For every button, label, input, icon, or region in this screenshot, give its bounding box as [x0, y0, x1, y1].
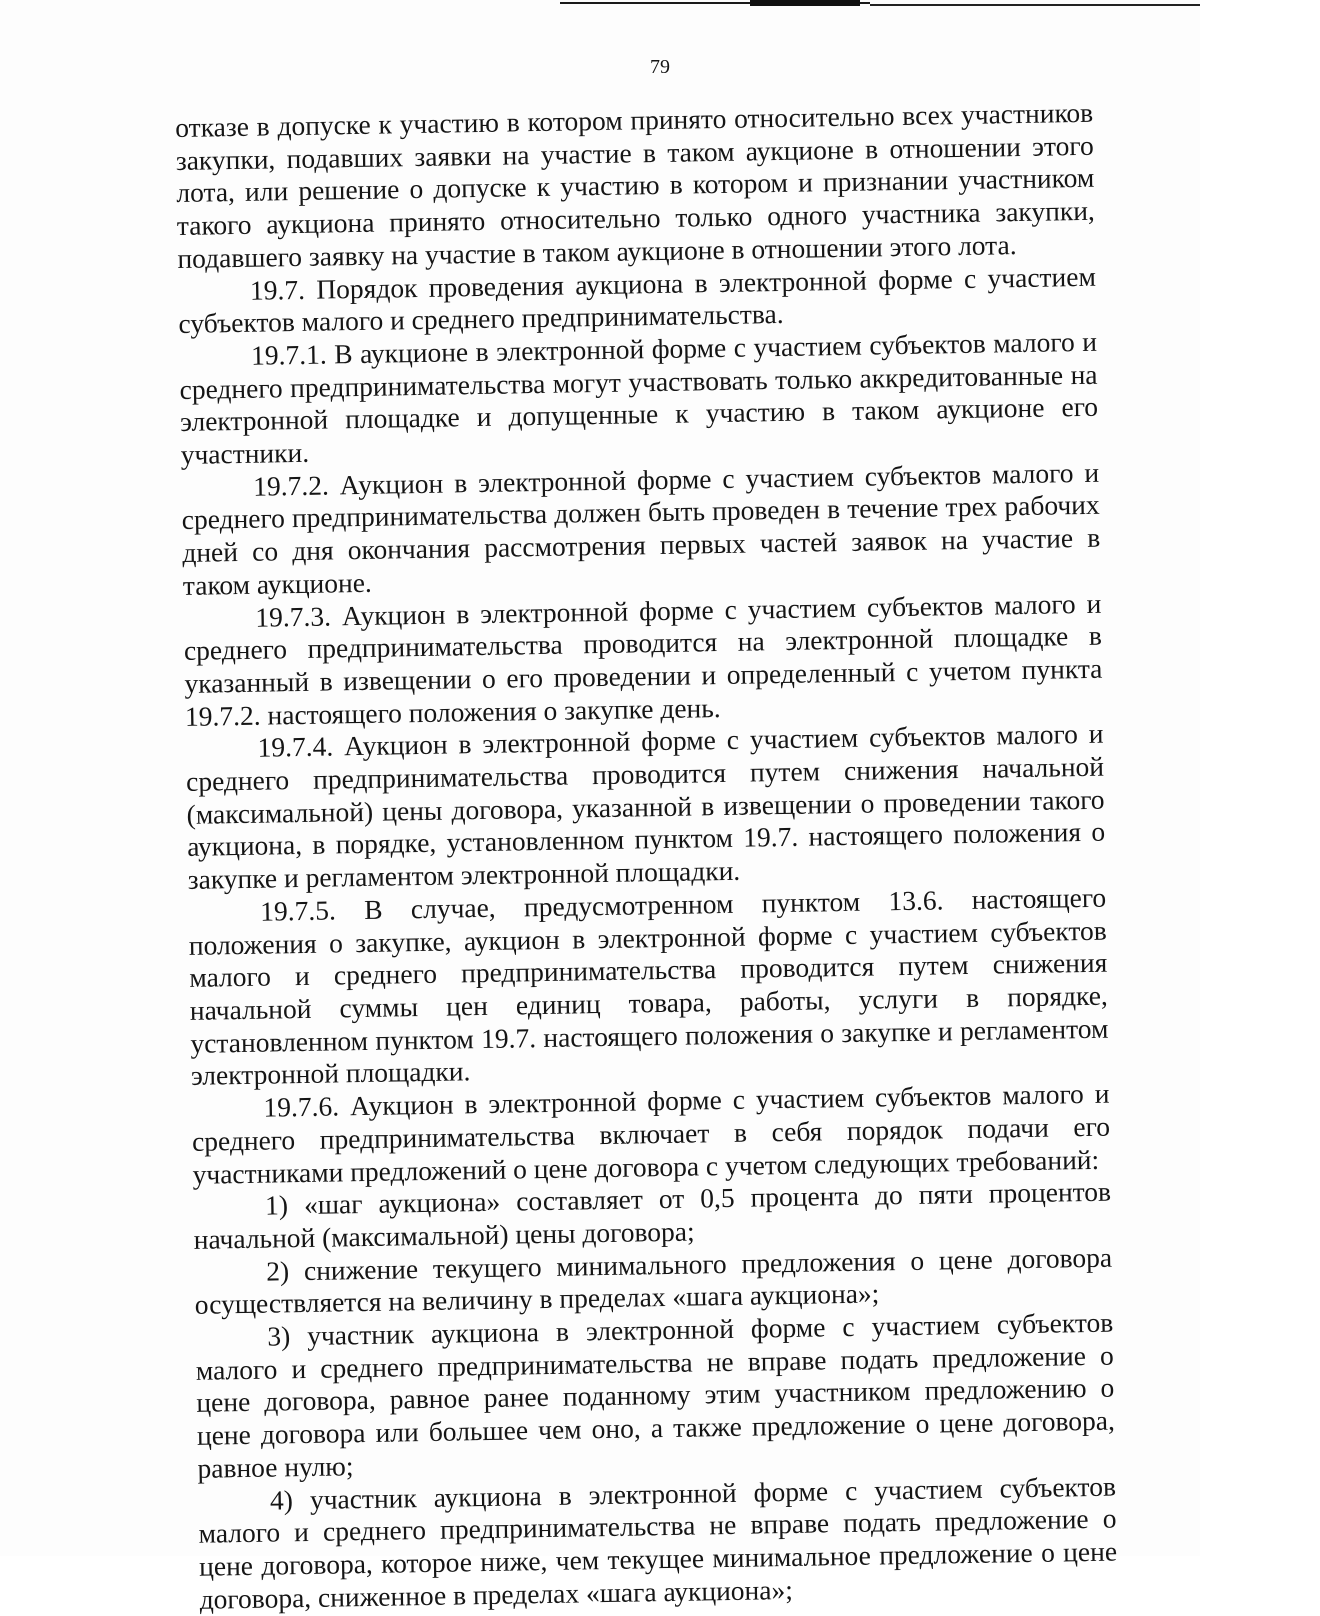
- document-body: [175, 97, 1118, 1616]
- list-item: 4) участник аукциона в электронной форме с участием субъектов малого и среднего предпринимательства не вправе подать предложение о цене договора, которое ниже, чем текущее минимальное предложение о цене договора, сниженное в пределах «шага аукциона»;: [198, 1470, 1118, 1615]
- paragraph: отказе в допуске к участию в котором принято относительно всех участников закупки, подавших заявки на участие в таком аукционе в отношении этого лота, или решение о допуске к участию в котором и признании участником такого аукциона принято относительно только одного участника закупки, подавшего заявку на участие в таком аукционе в отношении этого лота.: [175, 96, 1096, 274]
- paragraph: 19.7.3. Аукцион в электронной форме с участием субъектов малого и среднего предпринимательства проводится на электронной площадке в указанный в извещении о его проведении и определенный с учетом пункта 19.7.2. настоящего положения о закупке день.: [183, 587, 1103, 732]
- paragraph: 19.7. Порядок проведения аукциона в электронной форме с участием субъектов малого и среднего предпринимательства.: [178, 260, 1097, 340]
- list-item: 2) снижение текущего минимального предложения о цене договора осуществляется на величину в пределах «шага аукциона»;: [194, 1241, 1113, 1321]
- paragraph: 19.7.4. Аукцион в электронной форме с участием субъектов малого и среднего предпринимательства проводится путем снижения начальной (максимальной) цены договора, указанной в извещении о проведении такого аукциона, в порядке, установленном пунктом 19.7. настоящего положения о закупке и регламентом электронной площадки.: [185, 718, 1106, 896]
- scan-line: [750, 0, 860, 6]
- list-item: 3) участник аукциона в электронной форме с участием субъектов малого и среднего предпринимательства не вправе подать предложение о цене договора, равное ранее поданному этим участником предложению о цене договора или большее чем оно, а также предложение о цене договора, равное нулю;: [195, 1306, 1116, 1484]
- paragraph: 19.7.2. Аукцион в электронной форме с участием субъектов малого и среднего предпринимательства должен быть проведен в течение трех рабочих дней со дня окончания рассмотрения первых частей заявок на участие в таком аукционе.: [181, 456, 1101, 601]
- list-item: 1) «шаг аукциона» составляет от 0,5 процента до пяти процентов начальной (максимальной) цены договора;: [193, 1175, 1112, 1255]
- scan-line: [870, 4, 1200, 6]
- paragraph: 19.7.1. В аукционе в электронной форме с участием субъектов малого и среднего предпринимательства могут участвовать только аккредитованные на электронной площадке и допущенные к участию в таком аукционе его участники.: [179, 325, 1099, 470]
- scan-edge-artifact: [420, 0, 1200, 10]
- page-number: 79: [650, 56, 670, 78]
- paragraph: 19.7.6. Аукцион в электронной форме с участием субъектов малого и среднего предпринимательства включает в себя порядок подачи его участниками предложений о цене договора с учетом следующих требований:: [191, 1077, 1111, 1190]
- paragraph: 19.7.5. В случае, предусмотренном пунктом 13.6. настоящего положения о закупке, аукцион в электронной форме с участием субъектов малого и среднего предпринимательства проводится путем снижения начальной суммы цен единиц товара, работы, услуги в порядке, установленном пунктом 19.7. настоящего положения о закупке и регламентом электронной площадки.: [188, 881, 1109, 1092]
